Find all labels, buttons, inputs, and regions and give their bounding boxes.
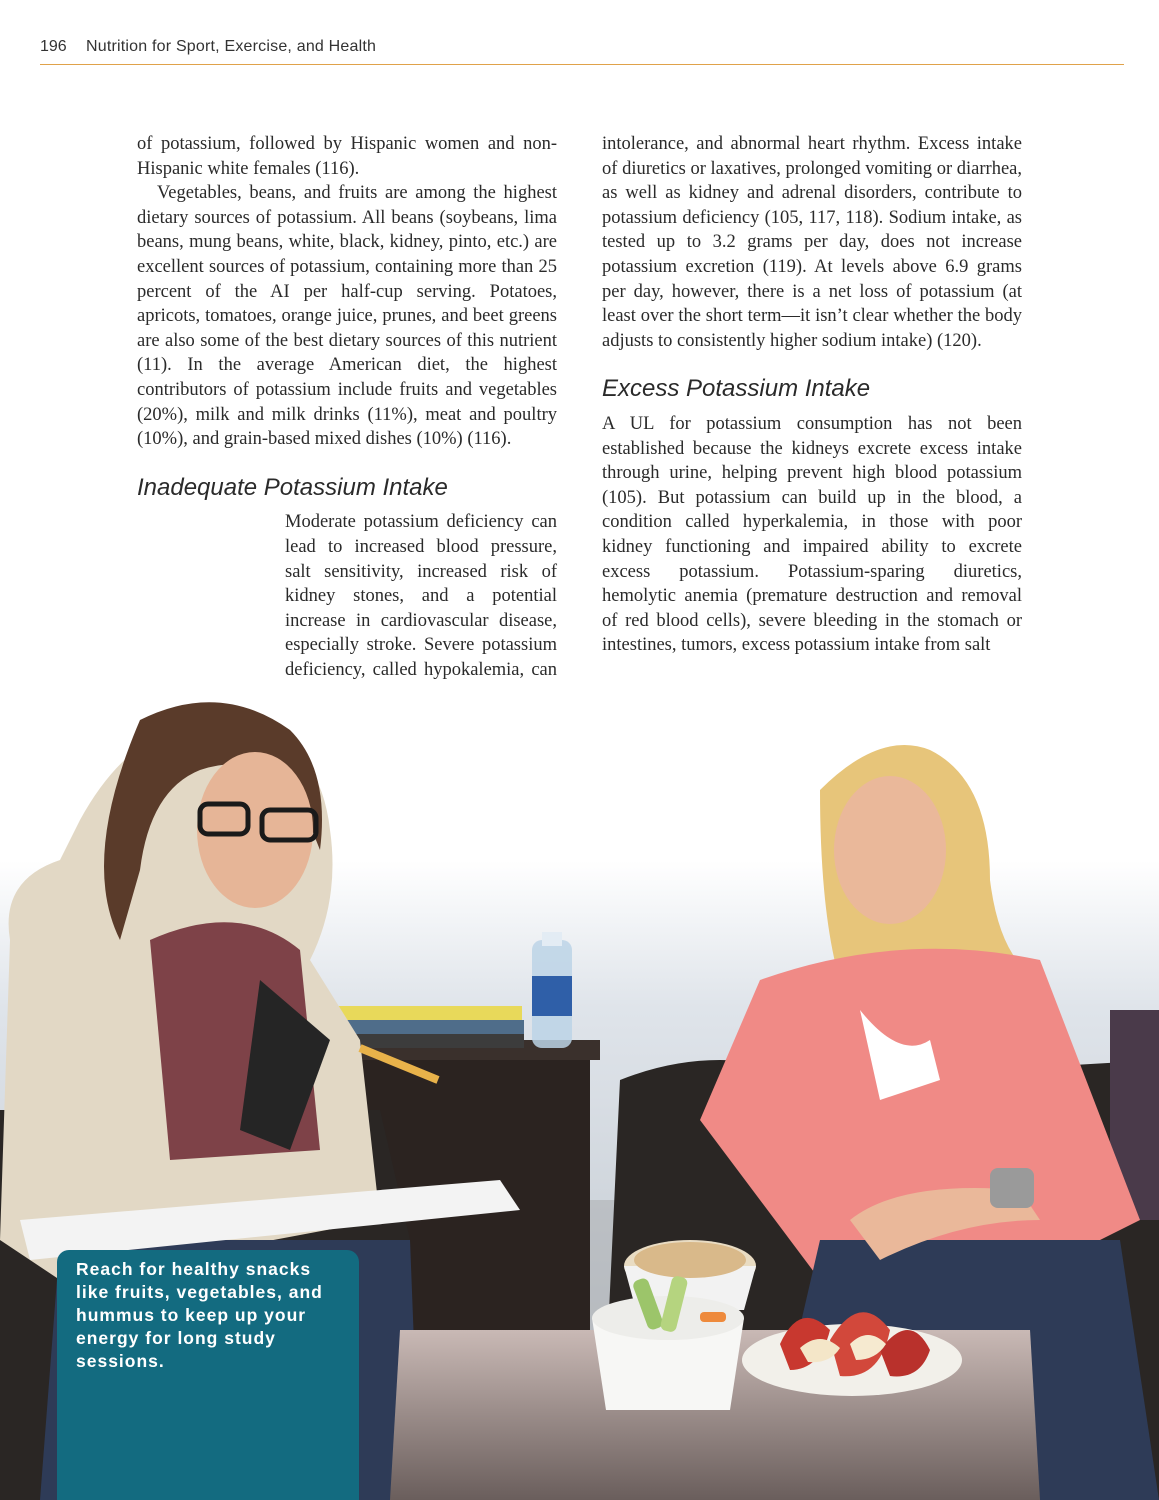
running-header xyxy=(40,36,1124,65)
paragraph-excess-intake: A UL for potassium consumption has not been established because the kidneys excrete excess intake through urine, helping prevent high blood potassium (105). But potassium can build up in the blood, a condition called hyperkalemia, in those with poor kidney functioning and impaired ability to excrete excess potassium. Potassium-sparing diuretics, hemolytic anemia (premature destruction and removal of red blood cells), severe bleeding in the stomach or intestines, tumors, excess potassium intake from salt xyxy=(602,413,1022,656)
paragraph-continued: of potassium, followed by Hispanic women and non-Hispanic white females (116). xyxy=(137,134,557,179)
heading-inadequate-potassium: Inadequate Potassium Intake xyxy=(137,473,448,501)
photo-caption: Reach for healthy snacks like fruits, vegetables, and hummus to keep up your energy for long study sessions. xyxy=(76,1259,323,1371)
photo-caption-box xyxy=(57,1250,359,1500)
left-column xyxy=(137,132,557,707)
page-number: 196 xyxy=(40,38,67,55)
paragraph-deficiency: Moderate potassium deficiency can lead to increased blood pressure, salt sensitivity, increased risk of kidney stones, and a potential increase in cardiovascular disease, especially stroke. Severe potassium deficiency, called hypokalemia, can xyxy=(285,512,557,680)
right-column xyxy=(602,132,1022,658)
heading-excess-potassium: Excess Potassium Intake xyxy=(602,375,871,403)
image-wrap-spacer xyxy=(137,584,285,674)
book-title: Nutrition for Sport, Exercise, and Health xyxy=(86,38,377,55)
paragraph-dietary-sources: Vegetables, beans, and fruits are among the highest dietary sources of potassium. All beans (soybeans, lima beans, mung beans, white, black, kidney, pinto, etc.) are excellent sources of potassium, containing more than 25 percent of the AI per half-cup serving. Potatoes, apricots, tomatoes, orange juice, prunes, and beet greens are also some of the best dietary sources of this nutrient (11). In the average American diet, the highest contributors of potassium include fruits and vegetables (20%), milk and milk drinks (11%), meat and poultry (10%), and grain-based mixed dishes (10%) (116). xyxy=(137,183,557,450)
paragraph-heart-rhythm: intolerance, and abnormal heart rhythm. Excess intake of diuretics or laxatives, prolonged vomiting or diarrhea, as well as kidney and adrenal disorders, contribute to potassium deficiency (105, 117, 118). Sodium intake, as tested up to 3.2 grams per day, does not increase potassium excretion (119). At levels above 6.9 grams per day, however, there is a net loss of potassium (at least over the short term—it isn’t clear whether the body adjusts to consistently higher sodium intake) (120). xyxy=(602,134,1022,351)
